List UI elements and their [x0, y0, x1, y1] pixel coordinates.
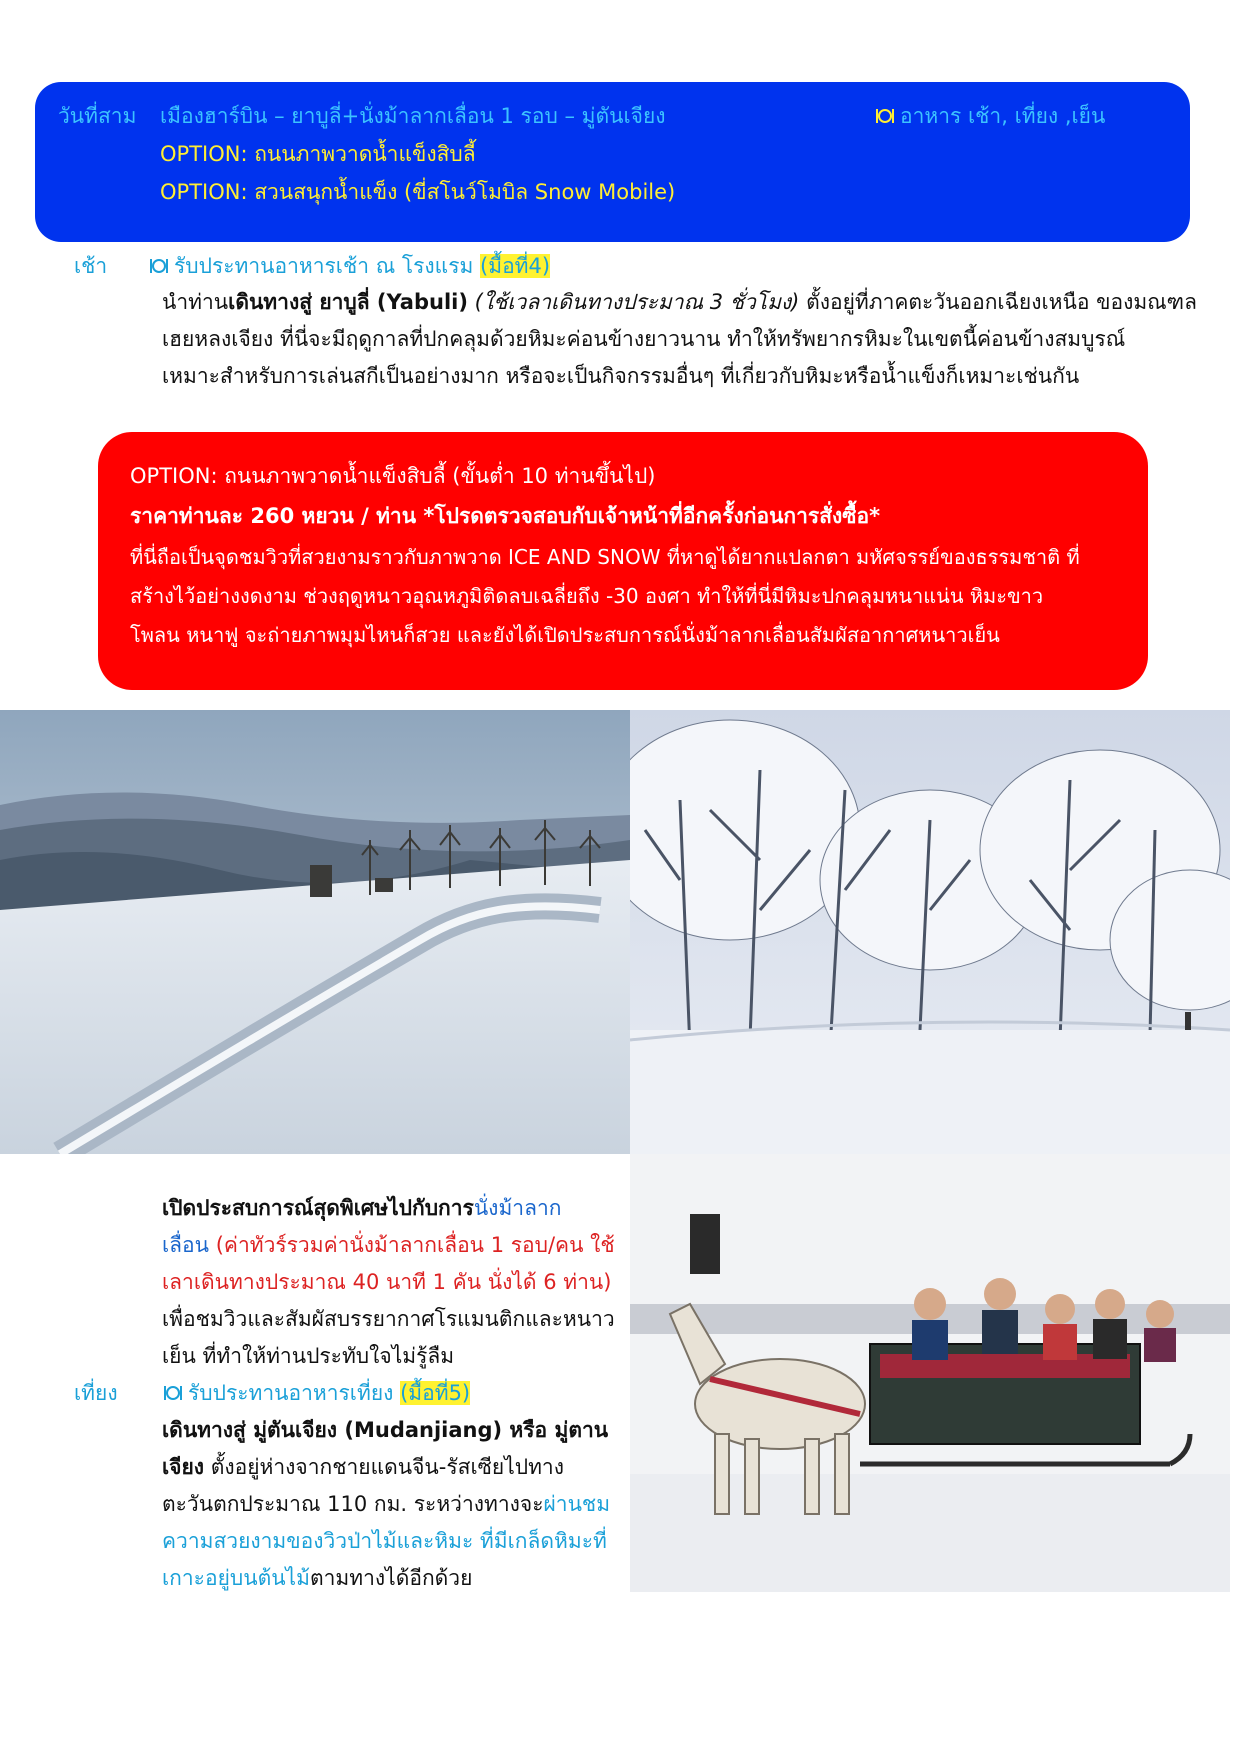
sleigh-highlight-1: นั่งม้าลาก — [473, 1196, 562, 1220]
sleigh-line5: เย็น ที่ทำให้ท่านประทับใจไม่รู้ลืม — [162, 1344, 455, 1368]
morning-lead: นำท่าน — [162, 290, 229, 314]
day-label: วันที่สาม — [58, 104, 137, 128]
morning-label: เช้า — [74, 254, 108, 278]
sleigh-line4: เพื่อชมวิวและสัมผัสบรรยากาศโรแมนติกและหนาว — [162, 1307, 615, 1331]
noon-line3: ตะวันตกประมาณ 110 กม. ระหว่างทางจะ — [162, 1492, 544, 1516]
noon-line2-rest: ตั้งอยู่ห่างจากชายแดนจีน-รัสเซียไปทาง — [210, 1455, 564, 1479]
day-meals — [876, 97, 1105, 135]
noon-meal-number: (มื้อที่5) — [400, 1381, 471, 1405]
morning-line2: เฮยหลงเจียง ที่นี่จะมีฤดูกาลที่ปกคลุมด้วยหิมะค่อนข้างยาวนาน ทำให้ทรัพยากรหิมะในเขตนี้ค่อนข้างสมบูรณ์ — [162, 327, 1126, 351]
plate-cutlery-icon — [150, 258, 168, 274]
noon-meal-text: รับประทานอาหารเที่ยง — [188, 1381, 394, 1405]
morning-destination: เดินทางสู่ ยาบูลี่ (Yabuli) — [228, 290, 468, 314]
plate-cutlery-icon — [164, 1385, 182, 1401]
plate-cutlery-icon — [876, 108, 894, 124]
morning-duration: (ใช้เวลาเดินทางประมาณ 3 ชั่วโมง) — [474, 290, 800, 314]
noon-label: เที่ยง — [74, 1381, 118, 1405]
morning-meal-number: (มื้อที่4) — [480, 254, 551, 278]
morning-paragraph — [162, 284, 1197, 395]
morning-meal-text: รับประทานอาหารเช้า ณ โรงแรม — [174, 254, 474, 278]
photo-horse-sleigh — [630, 1154, 1230, 1592]
noon-highlight-3: เกาะอยู่บนต้นไม้ — [162, 1566, 310, 1590]
noon-paragraph — [162, 1412, 610, 1597]
noon-destination: เดินทางสู่ มู่ตันเจียง (Mudanjiang) หรือ มู่ตาน — [162, 1418, 609, 1442]
option-box-description — [130, 538, 1080, 655]
noon-highlight-1: ผ่านชม — [543, 1492, 611, 1516]
option-box-line2: สร้างไว้อย่างงดงาม ช่วงฤดูหนาวอุณหภูมิติดลบเฉลี่ยถึง -30 องศา ทำให้ที่นี่มีหิมะปกคลุมหนาแน่น หิมะขาว — [130, 584, 1044, 608]
sleigh-note-1: (ค่าทัวร์รวมค่านั่งม้าลากเลื่อน 1 รอบ/คน ใช้ — [215, 1233, 615, 1257]
noon-highlight-2: ความสวยงามของวิวป่าไม้และหิมะ ที่มีเกล็ดหิมะที่ — [162, 1529, 607, 1553]
day-meals-text: อาหาร เช้า, เที่ยง ,เย็น — [900, 104, 1106, 128]
photo-snowy-forest — [630, 710, 1230, 1154]
morning-meal — [150, 250, 550, 283]
option-box-line3: โพลน หนาฟู จะถ่ายภาพมุมไหนก็สวย และยังได้เปิดประสบการณ์นั่งม้าลากเลื่อนสัมผัสอากาศหนาวเย็น — [130, 623, 1000, 647]
noon-destination-2: เจียง — [162, 1455, 205, 1479]
noon-line5-rest: ตามทางได้อีกด้วย — [309, 1566, 473, 1590]
option-box-line1: ที่นี่ถือเป็นจุดชมวิวที่สวยงามราวกับภาพวาด ICE AND SNOW ที่หาดูได้ยากแปลกตา มหัศจรรย์ของธรรมชาติ ที่ — [130, 545, 1080, 569]
photo-snowy-road — [0, 710, 630, 1154]
morning-line3: เหมาะสำหรับการเล่นสกีเป็นอย่างมาก หรือจะเป็นกิจกรรมอื่นๆ ที่เกี่ยวกับหิมะหรือน้ำแข็งก็เหมาะเช่นกัน — [162, 364, 1080, 388]
option-box-price: ราคาท่านละ 260 หยวน / ท่าน *โปรดตรวจสอบกับเจ้าหน้าที่อีกครั้งก่อนการสั่งซื้อ* — [130, 504, 881, 528]
day-option-1: OPTION: ถนนภาพวาดน้ำแข็งสิบลี้ — [160, 142, 476, 166]
sleigh-paragraph — [162, 1190, 615, 1375]
noon-meal — [164, 1377, 470, 1410]
sleigh-lead: เปิดประสบการณ์สุดพิเศษไปกับการ — [162, 1196, 474, 1220]
morning-line1-rest: ตั้งอยู่ที่ภาคตะวันออกเฉียงเหนือ ของมณฑล — [806, 290, 1197, 314]
sleigh-highlight-2: เลื่อน — [162, 1233, 210, 1257]
sleigh-note-2: เลาเดินทางประมาณ 40 นาที 1 คัน นั่งได้ 6 ท่าน) — [162, 1270, 612, 1294]
day-option-2: OPTION: สวนสนุกน้ำแข็ง (ขี่สโนว์โมบิล Snow Mobile) — [160, 180, 676, 204]
day-route: เมืองฮาร์บิน – ยาบูลี่+นั่งม้าลากเลื่อน 1 รอบ – มู่ตันเจียง — [160, 104, 666, 128]
option-box-title: OPTION: ถนนภาพวาดน้ำแข็งสิบลี้ (ขั้นต่ำ 10 ท่านขึ้นไป) — [130, 464, 656, 488]
